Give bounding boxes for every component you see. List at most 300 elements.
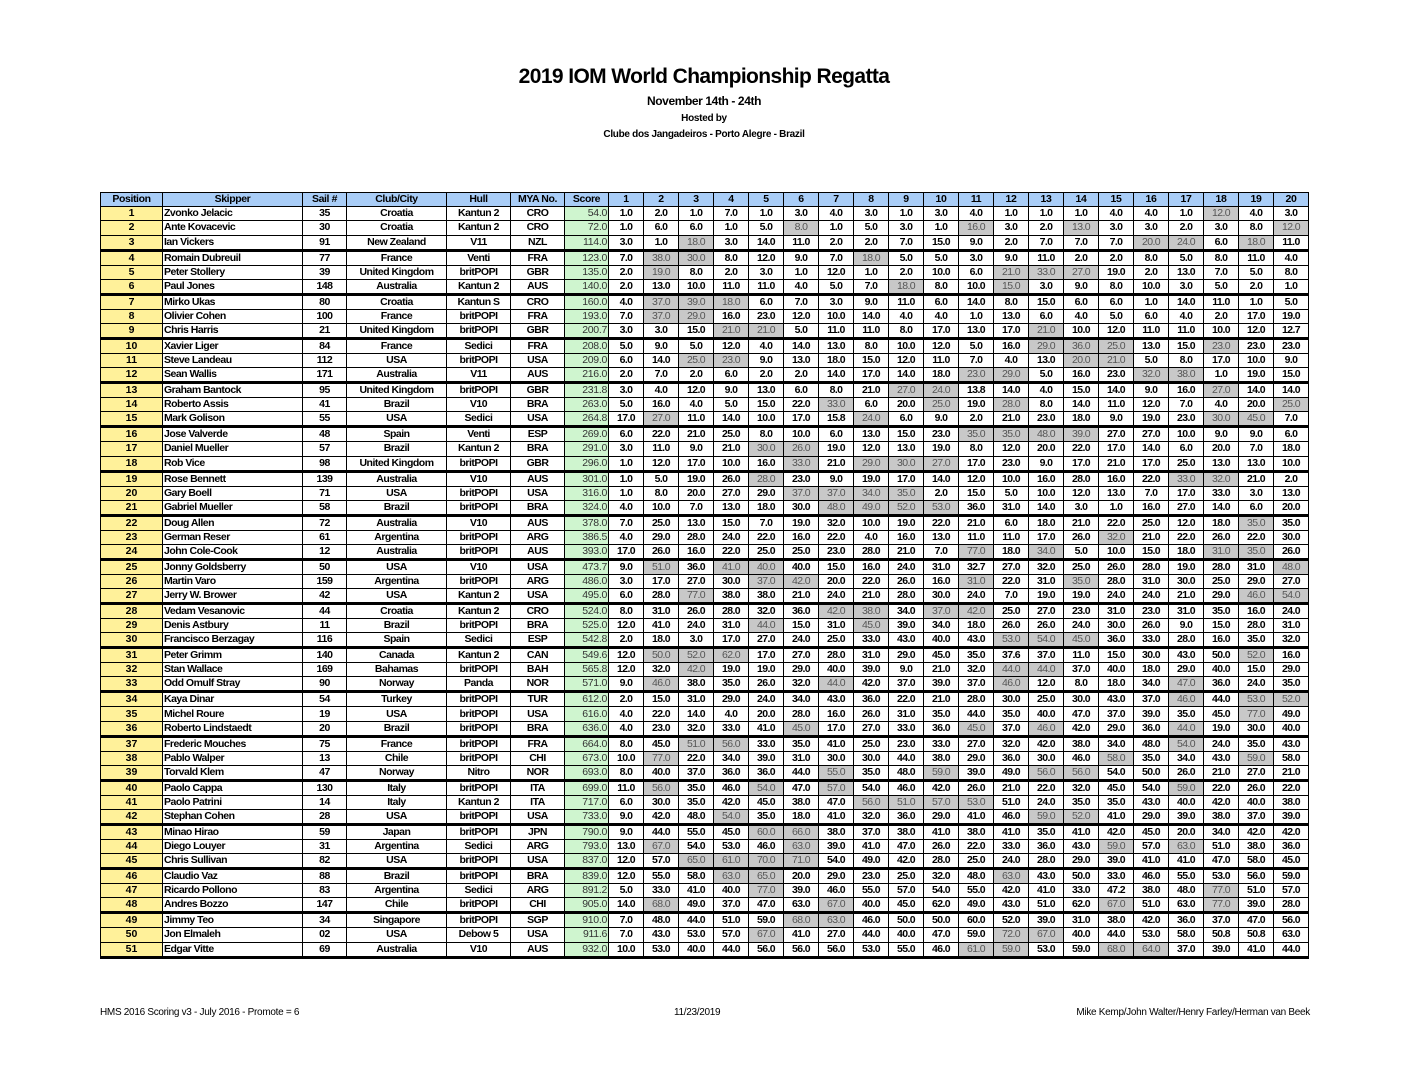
race-result: 6.0 (1064, 294, 1099, 309)
race-result: 43.0 (1134, 795, 1169, 809)
race-result: 21.0 (959, 515, 994, 530)
race-result: 5.0 (924, 250, 959, 265)
race-result: 39.0 (1099, 854, 1134, 869)
race-result: 6.0 (609, 353, 644, 367)
race-result: 9.0 (1064, 279, 1099, 294)
race-result: 17.0 (609, 412, 644, 427)
skipper-cell: Odd Omulf Stray (163, 677, 303, 692)
position-cell: 4 (101, 250, 163, 265)
race-result: 27.0 (784, 648, 819, 663)
position-cell: 37 (101, 736, 163, 751)
race-result: 29.0 (959, 751, 994, 765)
race-result: 10.0 (994, 471, 1029, 486)
race-result: 3.0 (994, 221, 1029, 235)
race-result: 37.0 (959, 677, 994, 692)
column-header-2: 2 (644, 193, 679, 207)
race-result-discarded: 27.0 (924, 456, 959, 471)
mya-cell: JPN (511, 825, 565, 840)
race-result: 32.0 (854, 810, 889, 825)
race-result-discarded: 21.0 (1099, 353, 1134, 367)
race-result: 9.0 (1029, 456, 1064, 471)
race-result: 26.0 (854, 707, 889, 721)
race-result: 8.0 (609, 736, 644, 751)
hull-cell: V11 (447, 368, 511, 383)
table-row (101, 559, 1309, 574)
position-cell: 42 (101, 810, 163, 825)
race-result: 42.0 (1239, 825, 1274, 840)
hull-cell: britPOPI (447, 825, 511, 840)
mya-cell: CHI (511, 751, 565, 765)
race-result-discarded: 77.0 (644, 751, 679, 765)
race-result: 38.0 (1064, 736, 1099, 751)
position-cell: 40 (101, 780, 163, 795)
race-result: 15.0 (819, 559, 854, 574)
race-result: 19.0 (784, 515, 819, 530)
mya-cell: BRA (511, 500, 565, 515)
race-result: 53.0 (1134, 928, 1169, 942)
race-result: 28.0 (959, 692, 994, 707)
race-result: 12.0 (749, 250, 784, 265)
position-cell: 22 (101, 515, 163, 530)
skipper-cell: Steve Landeau (163, 353, 303, 367)
hull-cell: Debow 5 (447, 928, 511, 942)
mya-cell: ARG (511, 530, 565, 544)
club-cell: Argentina (347, 574, 447, 588)
race-result: 47.0 (1064, 707, 1099, 721)
race-result-discarded: 56.0 (1064, 765, 1099, 780)
position-cell: 16 (101, 427, 163, 442)
hull-cell: britPOPI (447, 913, 511, 928)
club-cell: United Kingdom (347, 323, 447, 338)
race-result: 13.0 (1169, 265, 1204, 279)
race-result-discarded: 34.0 (854, 486, 889, 500)
mya-cell: BRA (511, 619, 565, 633)
race-result: 2.0 (959, 412, 994, 427)
race-result: 42.0 (1064, 721, 1099, 736)
race-result: 4.0 (644, 383, 679, 398)
race-result: 19.0 (1274, 309, 1309, 323)
race-result: 36.0 (749, 765, 784, 780)
race-result: 37.0 (889, 677, 924, 692)
table-row (101, 279, 1309, 294)
mya-cell: USA (511, 707, 565, 721)
race-result: 1.0 (609, 471, 644, 486)
race-result-discarded: 63.0 (994, 869, 1029, 884)
race-result: 54.0 (679, 840, 714, 854)
race-result: 21.0 (1204, 765, 1239, 780)
hull-cell: britPOPI (447, 619, 511, 633)
race-result: 51.0 (1239, 884, 1274, 898)
race-result-discarded: 52.0 (1274, 692, 1309, 707)
race-result: 19.0 (1099, 265, 1134, 279)
race-result: 18.0 (1064, 412, 1099, 427)
race-result: 14.0 (819, 368, 854, 383)
club-cell: USA (347, 928, 447, 942)
hull-cell: V10 (447, 515, 511, 530)
race-result: 24.0 (819, 589, 854, 604)
race-result: 34.0 (714, 751, 749, 765)
skipper-cell: Peter Grimm (163, 648, 303, 663)
race-result: 6.0 (1169, 442, 1204, 456)
sail-number-cell: 47 (303, 765, 347, 780)
hull-cell: Kantun 2 (447, 589, 511, 604)
page-title: 2019 IOM World Championship Regatta (518, 65, 890, 88)
race-result: 13.0 (959, 323, 994, 338)
race-result: 21.0 (924, 663, 959, 677)
mya-cell: BRA (511, 398, 565, 412)
race-result: 40.0 (784, 559, 819, 574)
race-result: 53.0 (714, 840, 749, 854)
hull-cell: britPOPI (447, 265, 511, 279)
race-result-discarded: 61.0 (714, 854, 749, 869)
race-result-discarded: 27.0 (889, 383, 924, 398)
hull-cell: Sedici (447, 338, 511, 353)
skipper-cell: Sean Wallis (163, 368, 303, 383)
race-result: 3.0 (609, 235, 644, 250)
race-result: 17.0 (1204, 353, 1239, 367)
race-result: 35.0 (1029, 825, 1064, 840)
race-result: 13.0 (889, 442, 924, 456)
race-result: 50.0 (889, 913, 924, 928)
race-result: 33.0 (924, 736, 959, 751)
position-cell: 10 (101, 338, 163, 353)
race-result: 19.0 (1134, 412, 1169, 427)
race-result: 35.0 (959, 648, 994, 663)
race-result: 6.0 (994, 515, 1029, 530)
hull-cell: Kantun 2 (447, 221, 511, 235)
race-result: 14.0 (1099, 383, 1134, 398)
sail-number-cell: 147 (303, 898, 347, 913)
score-cell: 296.0 (565, 456, 609, 471)
race-result: 22.0 (644, 707, 679, 721)
race-result: 42.0 (1029, 736, 1064, 751)
race-result: 8.0 (609, 765, 644, 780)
race-result: 16.0 (1029, 471, 1064, 486)
race-result: 57.0 (1274, 884, 1309, 898)
race-result: 8.0 (819, 383, 854, 398)
race-result: 47.0 (749, 898, 784, 913)
race-result: 9.0 (609, 677, 644, 692)
club-cell: Brazil (347, 500, 447, 515)
race-result: 34.0 (784, 692, 819, 707)
race-result: 28.0 (1099, 574, 1134, 588)
race-result: 33.0 (1064, 884, 1099, 898)
sail-number-cell: 171 (303, 368, 347, 383)
race-result: 39.0 (854, 663, 889, 677)
race-result: 8.0 (1239, 221, 1274, 235)
mya-cell: AUS (511, 368, 565, 383)
race-result: 1.0 (1204, 368, 1239, 383)
score-cell: 733.0 (565, 810, 609, 825)
table-row (101, 765, 1309, 780)
race-result: 12.0 (1239, 323, 1274, 338)
club-cell: USA (347, 559, 447, 574)
skipper-cell: Ian Vickers (163, 235, 303, 250)
club-cell: Turkey (347, 692, 447, 707)
race-result: 5.0 (1099, 309, 1134, 323)
race-result: 14.0 (854, 309, 889, 323)
race-result: 58.0 (1239, 854, 1274, 869)
race-result: 2.0 (714, 265, 749, 279)
race-result: 1.0 (924, 221, 959, 235)
race-result: 25.0 (714, 427, 749, 442)
race-result: 29.0 (819, 869, 854, 884)
race-result: 10.0 (1274, 456, 1309, 471)
race-result-discarded: 59.0 (1239, 751, 1274, 765)
race-result: 21.0 (994, 780, 1029, 795)
race-result: 2.0 (1099, 250, 1134, 265)
club-cell: Norway (347, 765, 447, 780)
race-result: 18.0 (1169, 544, 1204, 559)
race-result: 3.0 (1204, 221, 1239, 235)
race-result: 24.0 (784, 633, 819, 648)
race-result: 32.0 (1274, 633, 1309, 648)
race-result: 40.0 (889, 928, 924, 942)
race-result: 15.0 (749, 398, 784, 412)
race-result: 31.0 (644, 604, 679, 619)
race-result: 48.0 (1134, 736, 1169, 751)
race-result-discarded: 42.0 (679, 663, 714, 677)
race-result: 21.0 (854, 383, 889, 398)
table-row (101, 810, 1309, 825)
mya-cell: USA (511, 486, 565, 500)
hull-cell: Sedici (447, 840, 511, 854)
race-result: 46.0 (714, 780, 749, 795)
race-result: 24.0 (679, 619, 714, 633)
race-result: 3.0 (749, 265, 784, 279)
race-result: 7.0 (959, 353, 994, 367)
race-result: 10.0 (924, 265, 959, 279)
hull-cell: Kantun 2 (447, 207, 511, 221)
hull-cell: britPOPI (447, 544, 511, 559)
race-result: 44.0 (889, 751, 924, 765)
race-result: 20.0 (1029, 442, 1064, 456)
race-result: 14.0 (994, 383, 1029, 398)
race-result: 2.0 (1204, 309, 1239, 323)
race-result: 27.0 (1099, 427, 1134, 442)
race-result-discarded: 66.0 (784, 825, 819, 840)
race-result: 6.0 (714, 368, 749, 383)
race-result: 6.0 (1239, 500, 1274, 515)
race-result: 15.0 (714, 515, 749, 530)
race-result: 5.0 (994, 486, 1029, 500)
race-result: 8.0 (959, 442, 994, 456)
race-result: 2.0 (679, 368, 714, 383)
race-result: 41.0 (1239, 942, 1274, 957)
race-result: 33.0 (994, 840, 1029, 854)
race-result-discarded: 72.0 (994, 928, 1029, 942)
race-result: 19.0 (889, 515, 924, 530)
score-cell: 324.0 (565, 500, 609, 515)
race-result-discarded: 60.0 (749, 825, 784, 840)
race-result: 32.0 (924, 869, 959, 884)
race-result-discarded: 26.0 (784, 442, 819, 456)
score-cell: 263.0 (565, 398, 609, 412)
race-result: 44.0 (1099, 928, 1134, 942)
race-result: 11.0 (1134, 323, 1169, 338)
race-result: 44.0 (1274, 942, 1309, 957)
race-result: 4.0 (1169, 309, 1204, 323)
race-result: 24.0 (889, 559, 924, 574)
race-result: 41.0 (749, 721, 784, 736)
race-result: 7.0 (1274, 412, 1309, 427)
race-result: 13.0 (749, 383, 784, 398)
skipper-cell: German Reser (163, 530, 303, 544)
sail-number-cell: 75 (303, 736, 347, 751)
race-result: 39.0 (819, 840, 854, 854)
race-result-discarded: 38.0 (644, 250, 679, 265)
race-result: 51.0 (994, 795, 1029, 809)
race-result: 9.0 (959, 235, 994, 250)
race-result: 19.0 (679, 471, 714, 486)
race-result-discarded: 77.0 (959, 544, 994, 559)
skipper-cell: Kaya Dinar (163, 692, 303, 707)
race-result: 1.0 (609, 486, 644, 500)
race-result: 41.0 (924, 825, 959, 840)
race-result: 14.0 (784, 338, 819, 353)
hull-cell: britPOPI (447, 898, 511, 913)
race-result: 11.0 (609, 780, 644, 795)
race-result: 7.0 (1029, 235, 1064, 250)
race-result: 13.0 (784, 353, 819, 367)
race-result: 34.0 (1134, 677, 1169, 692)
race-result: 29.0 (1169, 663, 1204, 677)
race-result: 6.0 (889, 412, 924, 427)
race-result: 42.0 (714, 795, 749, 809)
race-result: 4.0 (1064, 309, 1099, 323)
table-row (101, 928, 1309, 942)
race-result: 12.0 (609, 869, 644, 884)
table-row (101, 383, 1309, 398)
race-result: 6.0 (609, 589, 644, 604)
race-result: 16.0 (1099, 471, 1134, 486)
race-result: 37.0 (1169, 942, 1204, 957)
sail-number-cell: 80 (303, 294, 347, 309)
race-result: 3.0 (959, 250, 994, 265)
race-result: 10.0 (1134, 279, 1169, 294)
race-result: 16.0 (714, 309, 749, 323)
hull-cell: Nitro (447, 765, 511, 780)
race-result: 25.0 (644, 515, 679, 530)
race-result: 40.0 (1099, 663, 1134, 677)
race-result: 13.0 (1239, 456, 1274, 471)
column-header-mya-no: MYA No. (511, 193, 565, 207)
race-result: 10.0 (1239, 353, 1274, 367)
race-result-discarded: 57.0 (924, 795, 959, 809)
race-result: 3.0 (679, 633, 714, 648)
score-cell: 616.0 (565, 707, 609, 721)
club-cell: France (347, 338, 447, 353)
table-row (101, 751, 1309, 765)
race-result: 16.0 (819, 707, 854, 721)
race-result-discarded: 24.0 (924, 383, 959, 398)
race-result: 36.0 (1029, 840, 1064, 854)
race-result: 43.0 (994, 898, 1029, 913)
race-result: 25.0 (784, 544, 819, 559)
race-result-discarded: 35.0 (1064, 574, 1099, 588)
race-result: 1.0 (819, 221, 854, 235)
race-result: 31.0 (1134, 574, 1169, 588)
race-result: 12.0 (1169, 515, 1204, 530)
sail-number-cell: 41 (303, 398, 347, 412)
race-result: 10.0 (959, 279, 994, 294)
race-result: 27.0 (959, 736, 994, 751)
race-result-discarded: 51.0 (679, 736, 714, 751)
race-result: 39.0 (1134, 707, 1169, 721)
race-result: 9.0 (924, 412, 959, 427)
race-result-discarded: 8.0 (784, 221, 819, 235)
footer-authors: Mike Kemp/John Walter/Henry Farley/Herman van Beek (1076, 1007, 1310, 1018)
hull-cell: britPOPI (447, 323, 511, 338)
race-result: 35.0 (714, 677, 749, 692)
score-cell: 699.0 (565, 780, 609, 795)
race-result-discarded: 23.0 (714, 353, 749, 367)
position-cell: 12 (101, 368, 163, 383)
race-result: 28.0 (1274, 898, 1309, 913)
race-result: 4.0 (609, 294, 644, 309)
race-result-discarded: 23.0 (1204, 338, 1239, 353)
race-result-discarded: 45.0 (959, 721, 994, 736)
table-row (101, 235, 1309, 250)
race-result: 28.0 (889, 589, 924, 604)
club-cell: Australia (347, 471, 447, 486)
race-result: 4.0 (609, 721, 644, 736)
table-row (101, 486, 1309, 500)
race-result: 43.0 (1029, 869, 1064, 884)
race-result: 48.0 (959, 869, 994, 884)
race-result: 31.0 (1274, 619, 1309, 633)
race-result: 13.0 (644, 279, 679, 294)
race-result: 27.0 (714, 486, 749, 500)
score-cell: 486.0 (565, 574, 609, 588)
race-result: 30.0 (854, 751, 889, 765)
race-result: 43.0 (1169, 648, 1204, 663)
race-result: 23.0 (749, 309, 784, 323)
sail-number-cell: 72 (303, 515, 347, 530)
race-result: 22.0 (1239, 530, 1274, 544)
race-result: 39.0 (1274, 810, 1309, 825)
race-result: 2.0 (609, 633, 644, 648)
skipper-cell: Gary Boell (163, 486, 303, 500)
race-result: 40.0 (714, 884, 749, 898)
race-result: 38.0 (679, 677, 714, 692)
race-result: 6.0 (959, 265, 994, 279)
hull-cell: britPOPI (447, 751, 511, 765)
race-result: 25.0 (1204, 574, 1239, 588)
mya-cell: USA (511, 928, 565, 942)
hull-cell: V10 (447, 559, 511, 574)
sail-number-cell: 77 (303, 250, 347, 265)
race-result: 13.0 (1029, 353, 1064, 367)
race-result: 30.0 (784, 500, 819, 515)
position-cell: 43 (101, 825, 163, 840)
score-cell: 264.8 (565, 412, 609, 427)
position-cell: 11 (101, 353, 163, 367)
race-result: 29.0 (1064, 854, 1099, 869)
race-result-discarded: 53.0 (959, 795, 994, 809)
race-result: 14.0 (609, 898, 644, 913)
column-header-club-city: Club/City (347, 193, 447, 207)
club-cell: New Zealand (347, 235, 447, 250)
table-row (101, 884, 1309, 898)
hosted-by-label: Hosted by (681, 113, 727, 124)
race-result: 16.0 (749, 456, 784, 471)
race-result: 25.0 (959, 854, 994, 869)
club-cell: Croatia (347, 294, 447, 309)
race-result: 11.0 (959, 530, 994, 544)
race-result: 2.0 (1064, 250, 1099, 265)
race-result: 32.0 (679, 721, 714, 736)
